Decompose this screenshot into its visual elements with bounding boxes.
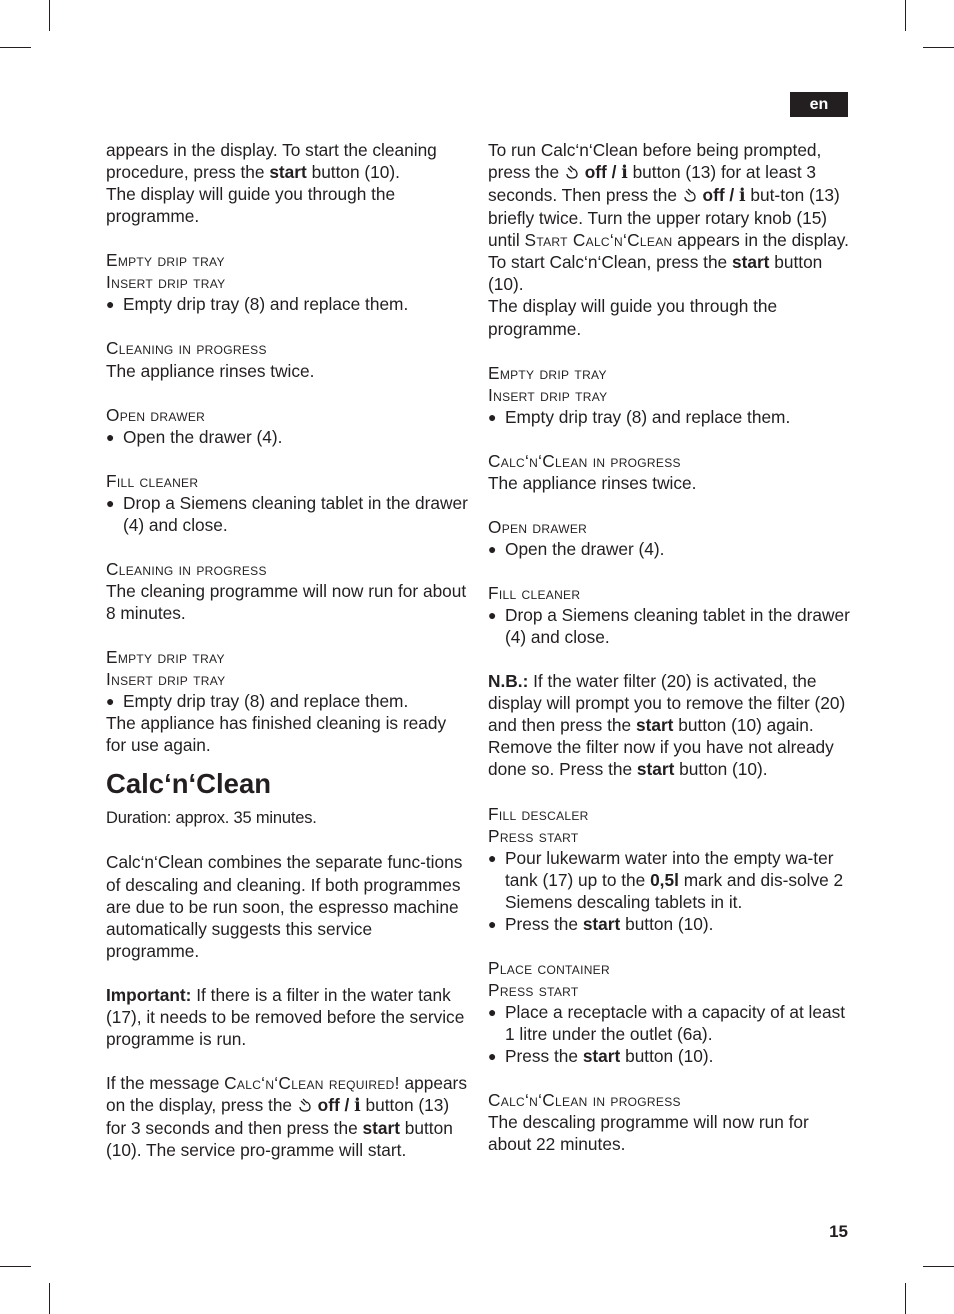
- left-column: [106, 139, 468, 1161]
- bullet-item: ● Open the drawer (4).: [488, 538, 850, 560]
- display-message: Press start: [488, 825, 579, 846]
- crop-mark: [923, 47, 954, 48]
- left-intro: appears in the display. To start the cleaning procedure, press the start button (10). The display will guide you through the programme.: [106, 140, 437, 227]
- display-message: Fill cleaner: [106, 470, 199, 491]
- bullet-item: ● Drop a Siemens cleaning tablet in the drawer (4) and close.: [488, 604, 850, 648]
- display-message: Insert drip tray: [488, 384, 608, 405]
- display-message: Empty drip tray: [106, 250, 225, 271]
- crop-mark: [0, 47, 31, 48]
- display-message: Fill cleaner: [488, 583, 581, 603]
- step-block: [106, 646, 468, 756]
- display-message: Fill descaler: [488, 803, 589, 824]
- step-block: [488, 957, 850, 1067]
- bullet-item: ● Pour lukewarm water into the empty wa-ter tank (17) up to the 0,5l mark and dis-solve 2 Siemens descaling tablets in it.: [488, 847, 850, 913]
- bullet-item: ● Open the drawer (4).: [106, 426, 468, 448]
- step-block: [488, 516, 850, 560]
- crop-mark: [905, 0, 906, 31]
- page-number: 15: [829, 1222, 848, 1241]
- display-message: Insert drip tray: [106, 272, 226, 293]
- step-block: [106, 404, 468, 448]
- display-message: Calc‘n‘Clean in progress: [488, 1090, 681, 1111]
- display-message: Empty drip tray: [106, 647, 225, 668]
- description-paragraph: Calc‘n‘Clean combines the separate func-tions of descaling and cleaning. If both programmes are due to be run soon, the espresso machine automatically suggests this service programme.: [106, 852, 463, 961]
- nb-note: N.B.: If the water filter (20) is activated, the display will prompt you to remove the filter (20) and then press the start button (10) again. Remove the filter now if you have not already done so. Press the start button (10).: [488, 671, 846, 780]
- message-paragraph: If the message Calc‘n‘Clean required! appears on the display, press the off / i button (13) for 3 seconds and then press the start button (10). The service pro-gramme will start.: [106, 1072, 467, 1161]
- step-block: [106, 249, 468, 315]
- step-block: [106, 337, 468, 381]
- language-tab: en: [790, 92, 848, 117]
- crop-mark: [0, 1266, 31, 1267]
- display-message: Cleaning in progress: [106, 338, 267, 359]
- display-message: Calc‘n‘Clean in progress: [488, 450, 681, 471]
- step-text: The appliance has finished cleaning is ready for use again.: [106, 713, 447, 756]
- display-message: Place container: [488, 957, 610, 978]
- display-message: Insert drip tray: [106, 669, 226, 690]
- bullet-item: ● Empty drip tray (8) and replace them.: [106, 293, 468, 315]
- bullet-item: ● Empty drip tray (8) and replace them.: [106, 690, 468, 712]
- section-heading: Calc‘n‘Clean: [106, 768, 272, 800]
- display-message: Empty drip tray: [488, 362, 607, 383]
- bullet-item: ● Empty drip tray (8) and replace them.: [488, 406, 850, 428]
- power-icon: [297, 1098, 313, 1112]
- display-message: Press start: [488, 979, 579, 1000]
- step-block: [488, 803, 850, 935]
- bullet-item: ● Place a receptacle with a capacity of at least 1 litre under the outlet (6a).: [488, 1001, 850, 1045]
- power-icon: [564, 165, 580, 179]
- display-message: Open drawer: [488, 516, 588, 537]
- right-intro: To run Calc‘n‘Clean before being prompted, press the off / i button (13) for at least 3 seconds. Then press the off / i but-ton (13) briefly twice. Turn the upper rotary knob (15) until Start Calc‘n‘Clean appears in the display. To start Calc‘n‘Clean, press the start button (10). The display will guide you through the programme.: [488, 140, 849, 339]
- step-text: The appliance rinses twice.: [488, 472, 697, 493]
- bullet-item: ● Drop a Siemens cleaning tablet in the drawer (4) and close.: [106, 492, 468, 536]
- crop-mark: [905, 1283, 906, 1314]
- step-text: The appliance rinses twice.: [106, 360, 315, 381]
- crop-mark: [49, 0, 50, 31]
- display-message: Cleaning in progress: [106, 558, 267, 579]
- step-block: [106, 470, 468, 536]
- crop-mark: [49, 1283, 50, 1314]
- step-text: The cleaning programme will now run for about 8 minutes.: [106, 580, 467, 623]
- step-block: [488, 362, 850, 428]
- right-column: [488, 139, 850, 1155]
- bullet-item: ● Press the start button (10).: [488, 913, 850, 935]
- step-block: [488, 1089, 850, 1155]
- step-block: [488, 582, 850, 648]
- crop-mark: [923, 1266, 954, 1267]
- step-block: [106, 558, 468, 624]
- display-message: Open drawer: [106, 404, 206, 425]
- power-icon: [682, 188, 698, 202]
- step-text: The descaling programme will now run for about 22 minutes.: [488, 1112, 809, 1155]
- step-block: [488, 450, 850, 494]
- duration-text: Duration: approx. 35 minutes.: [106, 809, 317, 828]
- important-note: Important: If there is a filter in the water tank (17), it needs to be removed before the service programme is run.: [106, 984, 465, 1049]
- bullet-item: ● Press the start button (10).: [488, 1045, 850, 1067]
